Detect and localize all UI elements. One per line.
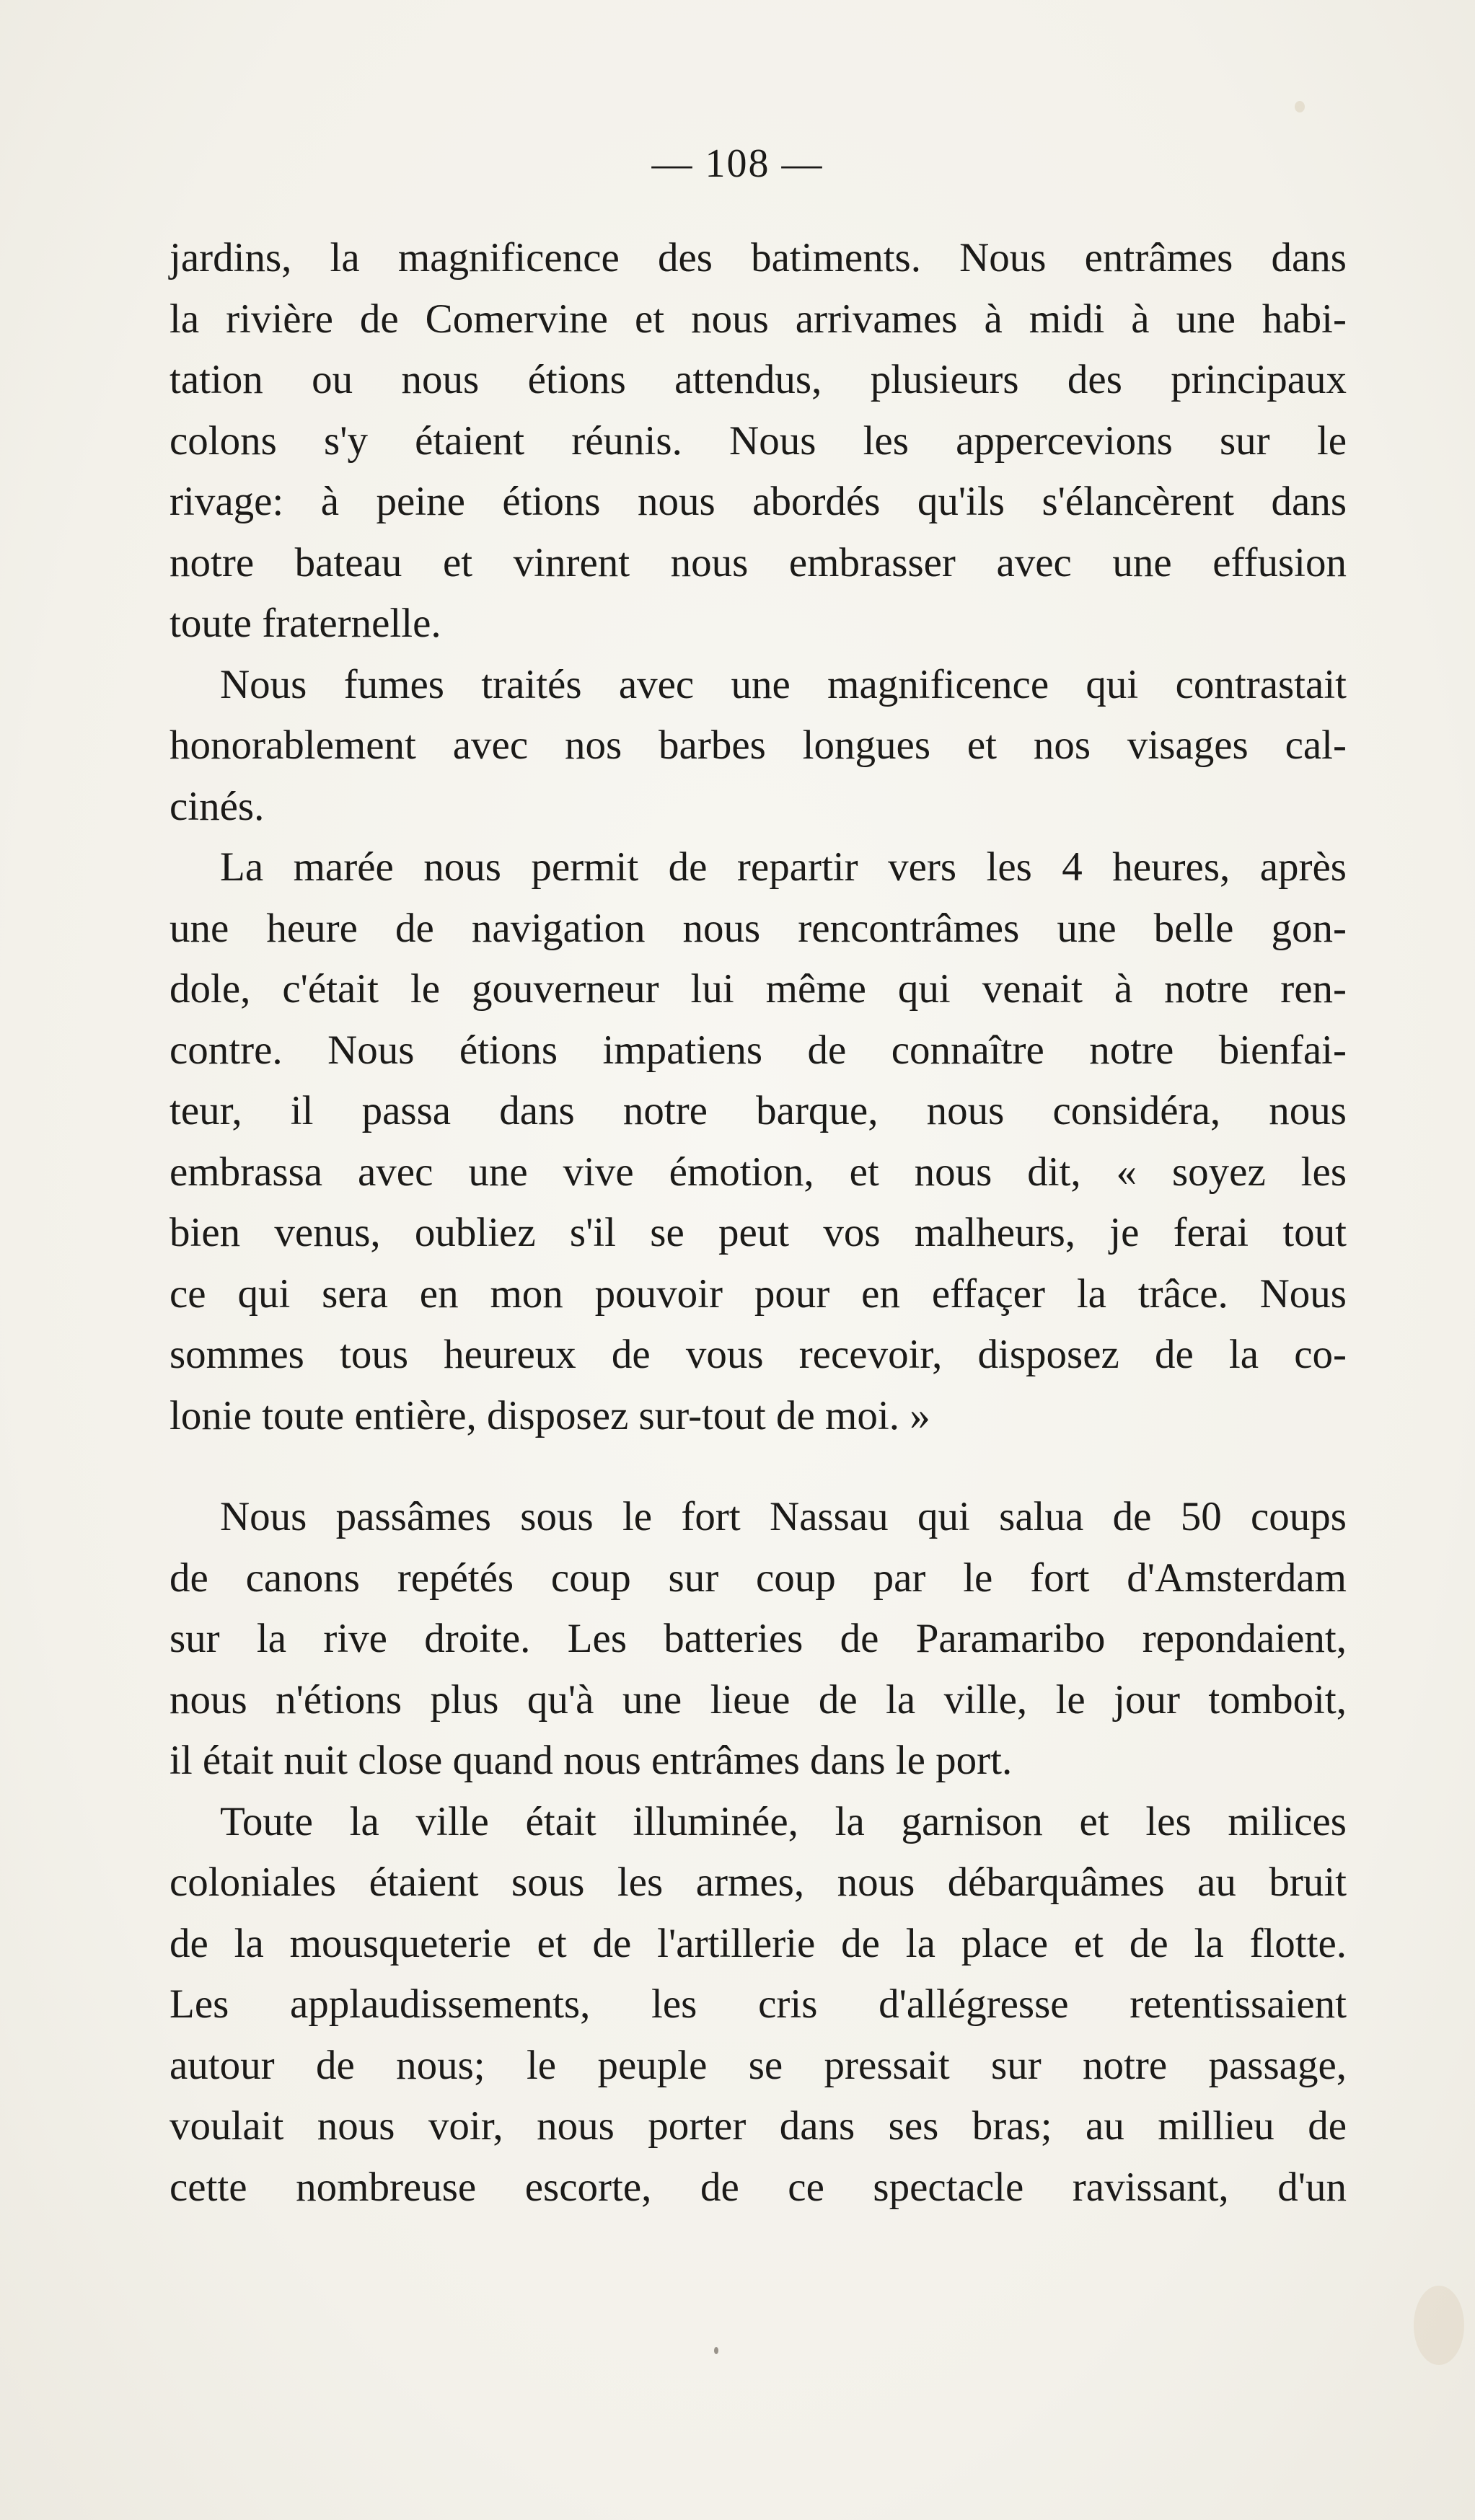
body-text — [169, 228, 1347, 2218]
text-line: de la mousqueterie et de l'artillerie de la place et de la flotte. — [169, 1920, 1347, 1966]
text-line: Nous fumes traités avec une magnificence qui contrastait — [220, 661, 1347, 707]
paragraph — [169, 837, 1347, 1446]
text-line: ce qui sera en mon pouvoir pour en effaçer la trâce. Nous — [169, 1270, 1347, 1317]
text-line: teur, il passa dans notre barque, nous considéra, nous — [169, 1088, 1347, 1133]
text-line: voulait nous voir, nous porter dans ses bras; au millieu de — [169, 2103, 1347, 2149]
text-line: honorablement avec nos barbes longues et nos visages cal- — [169, 722, 1347, 768]
paragraph — [169, 1487, 1347, 1792]
text-line: coloniales étaient sous les armes, nous débarquâmes au bruit — [169, 1860, 1347, 1905]
text-line: toute fraternelle. — [169, 601, 441, 646]
text-line: colons s'y étaient réunis. Nous les appercevions sur le — [169, 417, 1347, 464]
paragraph — [169, 655, 1347, 838]
text-line: autour de nous; le peuple se pressait sur notre passage, — [169, 2042, 1347, 2088]
foxing-spot — [714, 2347, 718, 2354]
text-line: lonie toute entière, disposez sur-tout de moi. » — [169, 1392, 930, 1438]
paragraph — [169, 1792, 1347, 2219]
text-line: il était nuit close quand nous entrâmes dans le port. — [169, 1738, 1013, 1783]
foxing-spot — [1414, 2286, 1464, 2365]
text-line: sommes tous heureux de vous recevoir, disposez de la co- — [169, 1332, 1347, 1377]
text-line: sur la rive droite. Les batteries de Paramaribo repondaient, — [169, 1616, 1347, 1661]
text-line: nous n'étions plus qu'à une lieue de la ville, le jour tomboit, — [169, 1676, 1347, 1723]
text-line: jardins, la magnificence des batiments. Nous entrâmes dans — [169, 235, 1347, 280]
page-number: — 108 — — [651, 141, 824, 186]
text-line: cinés. — [169, 783, 265, 829]
text-line: bien venus, oubliez s'il se peut vos malheurs, je ferai tout — [169, 1210, 1347, 1255]
text-line: la rivière de Comervine et nous arrivames à midi à une habi- — [169, 296, 1347, 342]
text-line: une heure de navigation nous rencontrâmes une belle gon- — [169, 905, 1347, 951]
paragraph-gap — [169, 1446, 1347, 1487]
text-line: notre bateau et vinrent nous embrasser avec une effusion — [169, 539, 1347, 585]
text-line: rivage: à peine étions nous abordés qu'ils s'élancèrent dans — [169, 479, 1347, 524]
text-line: dole, c'était le gouverneur lui même qui venait à notre ren- — [169, 966, 1347, 1012]
text-line: La marée nous permit de repartir vers les 4 heures, après — [220, 844, 1347, 890]
text-line: cette nombreuse escorte, de ce spectacle ravissant, d'un — [169, 2164, 1347, 2210]
text-line: contre. Nous étions impatiens de connaître notre bienfai- — [169, 1027, 1347, 1073]
text-line: tation ou nous étions attendus, plusieurs des principaux — [169, 357, 1347, 402]
paragraph — [169, 228, 1347, 655]
text-line: de canons repétés coup sur coup par le fort d'Amsterdam — [169, 1555, 1347, 1601]
foxing-spot — [1295, 101, 1305, 112]
text-line: Nous passâmes sous le fort Nassau qui salua de 50 coups — [220, 1494, 1347, 1539]
text-line: Les applaudissements, les cris d'allégresse retentissaient — [169, 1981, 1347, 2027]
text-line: Toute la ville était illuminée, la garnison et les milices — [220, 1798, 1347, 1844]
text-line: embrassa avec une vive émotion, et nous dit, « soyez les — [169, 1149, 1347, 1195]
